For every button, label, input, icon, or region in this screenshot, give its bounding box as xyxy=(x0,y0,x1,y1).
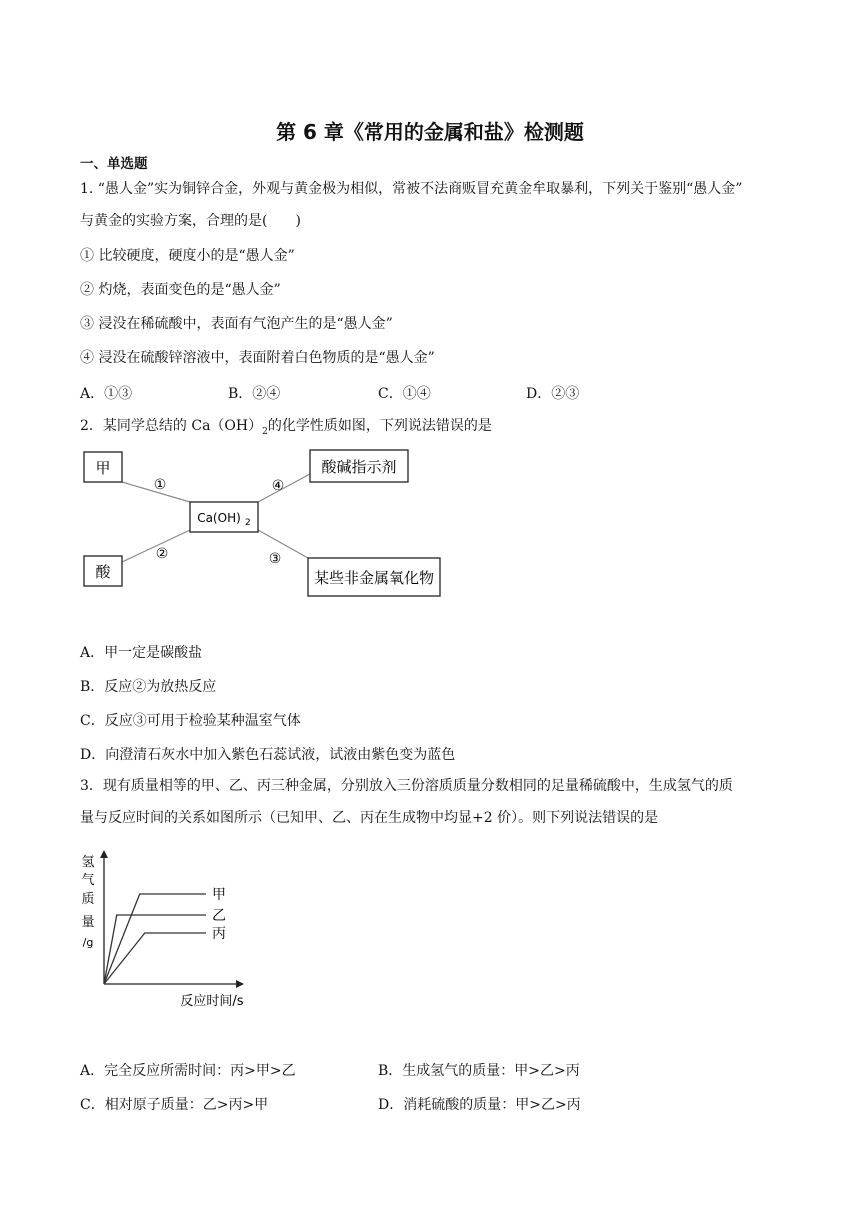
q1-stem-line2: 与黄金的实验方案，合理的是( ) xyxy=(80,213,301,229)
q2-option-d: D．向澄清石灰水中加入紫色石蕊试液，试液由紫色变为蓝色 xyxy=(80,747,456,763)
q3-chart xyxy=(76,846,276,1010)
ylabel-char-2: 气 xyxy=(81,873,95,888)
ylabel-char-5: /g xyxy=(82,936,94,949)
series-line-1 xyxy=(104,894,206,984)
section-heading: 一、单选题 xyxy=(80,156,148,172)
y-axis-arrow xyxy=(100,850,108,858)
x-axis-label: 反应时间/s xyxy=(180,994,244,1009)
q3-option-c: C．相对原子质量：乙>丙>甲 xyxy=(80,1097,269,1113)
q1-item-1: ① 比较硬度，硬度小的是“愚人金” xyxy=(80,248,295,264)
q1-item-3: ③ 浸没在稀硫酸中，表面有气泡产生的是“愚人金” xyxy=(80,316,393,332)
q1-stem-line1: 1. “愚人金”实为铜锌合金，外观与黄金极为相似，常被不法商贩冒充黄金牟取暴利，下列关于鉴别“愚人金” xyxy=(80,181,743,197)
q1-item-4: ④ 浸没在硫酸锌溶液中，表面附着白色物质的是“愚人金” xyxy=(80,350,435,366)
q3-option-a: A．完全反应所需时间：丙>甲>乙 xyxy=(80,1063,296,1079)
q2-stem xyxy=(80,416,492,442)
q1-option-c: C．①④ xyxy=(378,386,431,402)
series-label-1: 甲 xyxy=(212,887,226,903)
ylabel-char-3: 质 xyxy=(81,892,95,907)
q1-option-a: A．①③ xyxy=(80,386,133,402)
series-line-3 xyxy=(104,933,206,984)
series-label-2: 乙 xyxy=(212,908,226,924)
reaction-number-1: ① xyxy=(153,477,167,493)
q2-option-b: B．反应②为放热反应 xyxy=(80,679,217,695)
q3-option-d: D．消耗硫酸的质量：甲>乙>丙 xyxy=(378,1097,581,1113)
ylabel-char-1: 氢 xyxy=(81,855,95,870)
q2-stem-before: 2．某同学总结的 Ca（OH） xyxy=(80,418,263,434)
box-oxide-label: 某些非金属氧化物 xyxy=(313,569,435,587)
x-axis-arrow xyxy=(236,980,244,988)
q3-stem-line1: 3．现有质量相等的甲、乙、丙三种金属，分别放入三份溶质质量分数相同的足量稀硫酸中，生成氢气的质 xyxy=(80,778,733,794)
series-line-2 xyxy=(104,915,206,984)
q2-stem-after: 的化学性质如图，下列说法错误的是 xyxy=(267,418,492,434)
q3-stem-line2: 量与反应时间的关系如图所示（已知甲、乙、丙在生成物中均显+2 价）。则下列说法错误的是 xyxy=(80,810,659,826)
q2-option-a: A．甲一定是碳酸盐 xyxy=(80,645,203,661)
ylabel-char-4: 量 xyxy=(81,915,95,930)
box-center-sub: 2 xyxy=(245,518,251,528)
q2-stem-sub: 2 xyxy=(262,426,268,437)
reaction-number-4: ④ xyxy=(271,478,285,494)
series-layer xyxy=(104,887,226,984)
box-acid-label: 酸 xyxy=(95,563,111,581)
page-title: 第 6 章《常用的金属和盐》检测题 xyxy=(276,120,584,144)
line-oxide xyxy=(258,530,308,558)
q1-option-b: B．②④ xyxy=(228,386,281,402)
box-jia-label: 甲 xyxy=(95,459,111,477)
box-indicator-label: 酸碱指示剂 xyxy=(321,458,397,476)
series-label-3: 丙 xyxy=(212,926,226,942)
reaction-number-3: ③ xyxy=(268,551,282,567)
q1-item-2: ② 灼烧，表面变色的是“愚人金” xyxy=(80,282,281,298)
q2-option-c: C．反应③可用于检验某种温室气体 xyxy=(80,713,301,729)
q2-diagram xyxy=(80,446,450,604)
box-center-label: Ca(OH) xyxy=(197,511,241,525)
q1-option-d: D．②③ xyxy=(526,386,580,402)
q3-option-b: B．生成氢气的质量：甲>乙>丙 xyxy=(378,1063,580,1079)
reaction-number-2: ② xyxy=(155,546,169,562)
